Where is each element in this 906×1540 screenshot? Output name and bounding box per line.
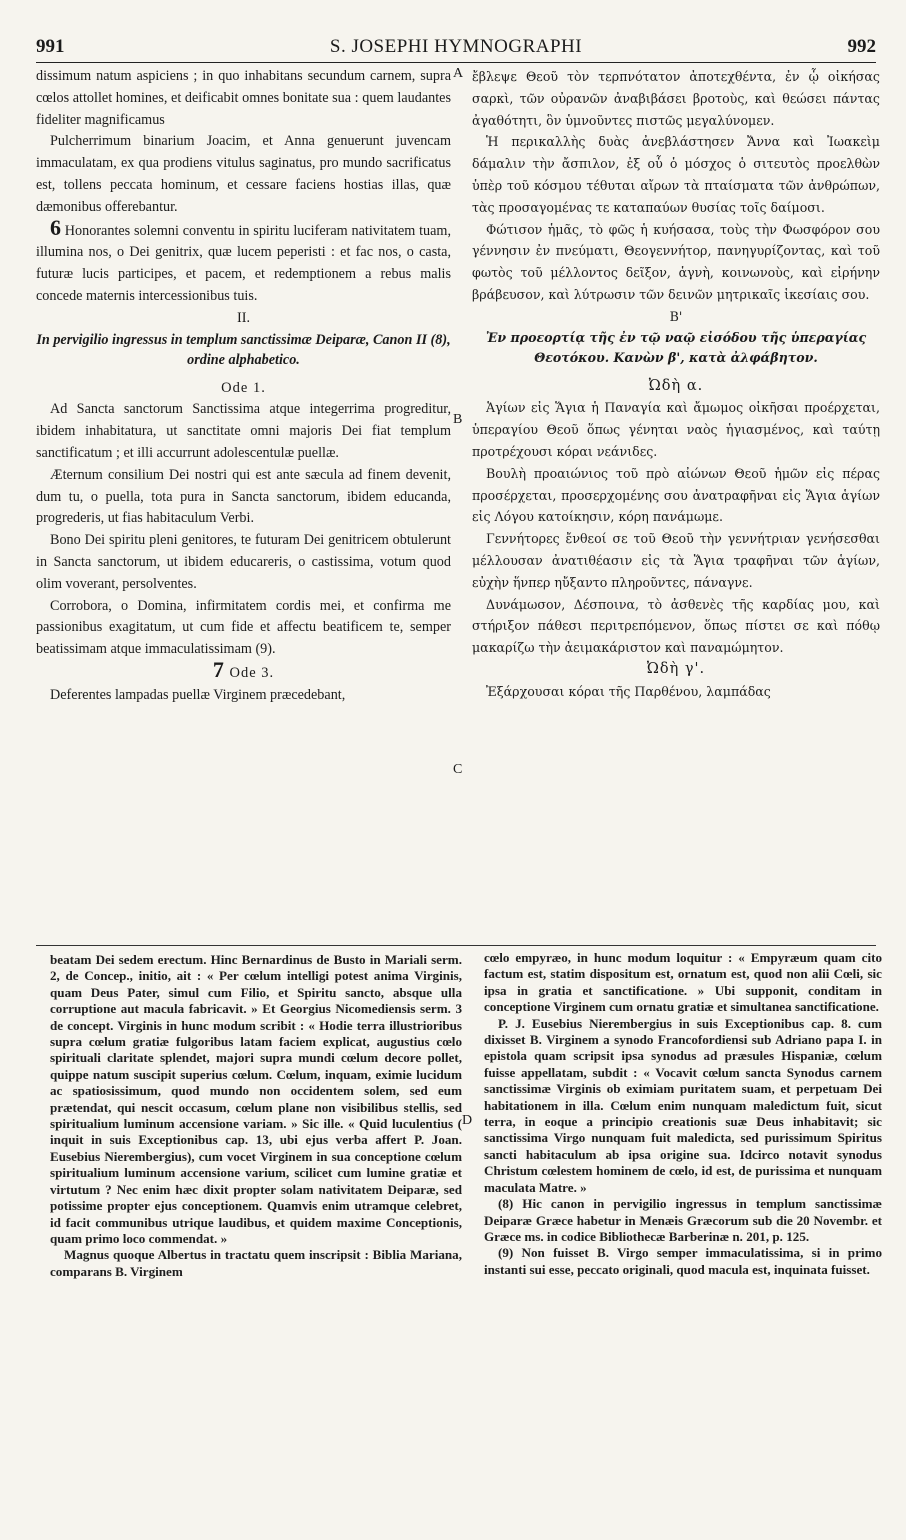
paragraph-number: 7 — [212, 656, 225, 682]
running-title: S. JOSEPHI HYMNOGRAPHI — [329, 36, 583, 57]
margin-letter-a: A — [453, 66, 464, 81]
margin-letter-d: D — [462, 1113, 473, 1128]
greek-column — [472, 66, 880, 703]
paragraph-text: Honorantes solemni conventu in spiritu luciferam nativitatem tuam, illumina nos, o Dei genitrix, quæ lucem peperisti : et fac nos, o casta, futuræ lucis participes, et pacem, et redemptionem a rebus malis concede maternis intercessionibus tuis. — [36, 222, 452, 304]
latin-paragraph: Deferentes lampadas puellæ Virginem præcedebant, — [50, 686, 346, 703]
margin-letter-b: B — [453, 412, 463, 427]
latin-paragraph: Ad Sancta sanctorum Sanctissima atque integerrima progreditur, ibidem inhabitatura, ut sanctitate omni majoris Dei fiat templum sanctificatum ; et illi accurrunt adolescentulæ puellæ. — [36, 401, 451, 461]
footnote-divider — [36, 945, 876, 946]
latin-paragraph: Bono Dei spiritu pleni genitores, te futuram Dei genitricem obtulerunt in Sancta sanctorum, ut ibidem educareris, o castissima, votum quod olim voverant, persolventes. — [36, 532, 451, 592]
latin-paragraph: Corrobora, o Domina, infirmitatem cordis mei, et confirma me passionibus exagitatum, ut cum fide et affectu beatificem te, semper beatissimam atque immaculatissimam (9). — [36, 597, 451, 658]
notes-left-column — [50, 952, 462, 1280]
latin-column — [36, 66, 451, 707]
greek-paragraph: Ἡ περικαλλὴς δυὰς ἀνεβλάστησεν Ἄννα καὶ Ἰωακεὶμ δάμαλιν τὴν ἄσπιλον, ἐξ οὗ ὁ μόσχος ὁ σιτευτὸς προελθὼν ὑπὲρ τοῦ κόσμου τέθυται αἴρων τὰ πταίσματα τῶν ἀνθρώπων, τὰς προσαγομένας τε καταπαύων θυσίας τοῖς δαίμοσι. — [472, 134, 880, 215]
greek-paragraph: ἔβλεψε Θεοῦ τὸν τερπνότατον ἀποτεχθέντα, ἐν ᾧ οἰκήσας σαρκὶ, τῶν οὐρανῶν ἀναβιβάσει βροτοὺς, καὶ θεώσει πάντας ἀγαθότητι, ὃν ὑμνοῦντες πιστῶς μεγαλύνομεν. — [472, 69, 880, 128]
section-title: Ἐν προεορτίᾳ τῆς ἐν τῷ ναῷ εἰσόδου τῆς ὑπεραγίας Θεοτόκου. Κανὼν β', κατὰ ἀλφάβητον. — [485, 329, 867, 365]
greek-paragraph: Γεννήτορες ἔνθεοί σε τοῦ Θεοῦ τὴν γεννήτριαν γενήσεσθαι μέλλουσαν ἀνατιθέασιν εἰς τὰ Ἅγια τραφῆναι τῶν ἁγίων, εὐχὴν ἥνπερ ηὔξαντο πληροῦντες, πάναγνε. — [472, 531, 880, 590]
page-number-left: 991 — [36, 36, 65, 57]
footnote-paragraph: P. J. Eusebius Nierembergius in suis Exceptionibus cap. 8. cum dixisset B. Virginem a synodo Francofordiensi sub Adriano papa I. in epistola quam scripsit ipsa synodus ad præsules Hispaniæ, cœlum fuisse appellatam, subdit : « Vocavit cœlum sancta Synodus carnem sanctissimæ Virginis ob eximiam puritatem suam, et perpetuam Dei habitationem in illa. Cœlum enim nunquam maledictum fuit, sicut terra, in eoque a principio creationis suæ Deus inhabitavit; sic sanctissima Virgo nunquam fuit maledicta, sed purissimum Spiritus sancti habitaculum ab ipsa origine sua. Idcirco notavit synodus Christum cœlestem hominem de cœlo, id est, de purissima et nunquam maculata Matre. » — [484, 1015, 882, 1195]
section-title: In pervigilio ingressus in templum sanctissimæ Deiparæ, Canon II (8), ordine alphabetico. — [36, 331, 451, 368]
ode-heading — [36, 656, 451, 685]
greek-paragraph: Ἁγίων εἰς Ἅγια ἡ Παναγία καὶ ἄμωμος οἰκῆσαι προέρχεται, ὑπεραγίου Θεοῦ ὅπως γένηται ναὸς ἡγιασμένος, καὶ ταύτῃ προτρέχουσι κόραι νεάνιδες. — [472, 400, 880, 459]
paragraph-number: 6 — [50, 214, 61, 240]
running-header — [36, 36, 876, 63]
ode-heading: Ὠδὴ γ'. — [646, 660, 706, 677]
footnote-paragraph: (9) Non fuisset B. Virgo semper immaculatissima, si in primo instanti sui esse, peccato originali, quod macula est, inquinata fuisset. — [484, 1245, 882, 1277]
page-number-right: 992 — [847, 36, 876, 57]
margin-letter-c: C — [453, 762, 463, 777]
latin-paragraph — [36, 214, 452, 308]
greek-paragraph: Ἐξάρχουσαι κόραι τῆς Παρθένου, λαμπάδας — [486, 683, 771, 699]
latin-paragraph: dissimum natum aspiciens ; in quo inhabitans secundum carnem, supra cœlos attollet homines, et deificabit omnes bonitate sua : quem laudantes fideliter magnificamus — [36, 68, 451, 128]
greek-paragraph: Φώτισον ἡμᾶς, τὸ φῶς ἡ κυήσασα, τοὺς τὴν Φωσφόρον σου γέννησιν ἐν πνεύματι, Θεογεννήτορ, πανηγυρίζοντας, καὶ τοῦ φωτὸς τοῦ μέλλοντος δεῖξον, ἁγνὴ, κοινωνοὺς, καὶ εἰρήνην βράβευσον, καὶ λύτρωσιν τῶν δεινῶν μητρικαῖς ἱκεσίαις σου. — [472, 221, 880, 302]
footnote-paragraph: Magnus quoque Albertus in tractatu quem inscripsit : Biblia Mariana, comparans B. Virginem — [50, 1247, 462, 1279]
greek-paragraph: Βουλὴ προαιώνιος τοῦ πρὸ αἰώνων Θεοῦ ἡμῶν εἰς πέρας προσέρχεται, προσερχομένης σου ἀνατραφῆναι εἰς Ἅγια ἁγίων εἰς Λόγου κατοίκησιν, κόρη πανάμωμε. — [472, 465, 880, 525]
notes-right-column — [484, 950, 882, 1278]
footnote-paragraph: cœlo empyræo, in hunc modum loquitur : « Empyræum quam cito factum est, statim dispositum est, ornatum est, quod non alii Cœli, sic ipsa in gratia et sanctificatione. » Ubi supponit, conditam in conceptione Virginem cum ornatu gratiæ et simultanea sanctificatione. — [484, 950, 882, 1015]
latin-paragraph: Pulcherrimum binarium Joacim, et Anna genuerunt juvencam immaculatam, ex qua prodiens vitulus saginatus, pro mundo sacrificatus est, tollens peccata hominum, et cessare faciens hostias illas, quæ dæmonibus offerebantur. — [36, 133, 451, 215]
ode-title: Ode 3. — [229, 664, 275, 681]
greek-paragraph: Δυνάμωσον, Δέσποινα, τὸ ἀσθενὲς τῆς καρδίας μου, καὶ στήριξον πάθεσι περιτρεπόμενον, ὅπως πίστει σε καὶ πόθῳ μακαρίζω τὴν ἀειμακάριστον καὶ παναμώμητον. — [472, 596, 880, 656]
footnote-paragraph: (8) Hic canon in pervigilio ingressus in templum sanctissimæ Deiparæ Græce habetur in Menæis Græcorum sub die 20 Novembr. et Græce ms. in codice Bibliothecæ Barberinæ n. 201, p. 125. — [484, 1196, 882, 1244]
section-number: II. — [237, 309, 250, 326]
section-number: Β' — [669, 308, 683, 324]
latin-paragraph: Æternum consilium Dei nostri qui est ante sæcula ad finem devenit, dum tu, o puella, tota pura in Sancta sanctorum, ibidem educanda, progrederis, ut fias habitaculum Verbi. — [36, 466, 451, 527]
ode-heading: Ὠδὴ α. — [648, 377, 704, 394]
footnote-paragraph: beatam Dei sedem erectum. Hinc Bernardinus de Busto in Mariali serm. 2, de Concep., initio, ait : « Per cœlum intelligi potest anima Virginis, quam Deus Pater, simul cum Filio, et Spiritu sancto, absque ulla corruptione aut macula fabricavit. » Et Georgius Nicomediensis serm. 3 de concept. Virginis in hunc modum scribit : « Hodie terra illustrioribus supra cœlum gratiæ fulgoribus latam faciem explicat, augustius cœlo spirituali claritate splendet, majori supra mundi cœlum decore pollet, quippe natum suscipit superius cœlum. Cœlum, inquam, eximie lucidum ac spatiosissimum, quod mundo non occidentem solem, sed eum prætendat, qui nescit occasum, cœlum plane non visibilibus stellis, sed spiritualium luminum accensione variam. » Sic ille. « Quid luculentius ( inquit in suis Exceptionibus cap. 13, ubi ejus verba affert P. Joan. Eusebius Nierembergius), cum vocet Virginem in sua conceptione cœlum spiritualium luminum accensione varium, scilicet cum lumine gratiæ et virtutum ? Nec enim hæc dixit propter solam nativitatem Deiparæ, sed potissime propter ejus conceptionem. Quamvis enim utramque celebret, id facit communibus utrique laudibus, et quidem maxime Conceptionis, quam primo loco commendat. » — [50, 952, 462, 1246]
ode-heading: Ode 1. — [221, 379, 266, 396]
